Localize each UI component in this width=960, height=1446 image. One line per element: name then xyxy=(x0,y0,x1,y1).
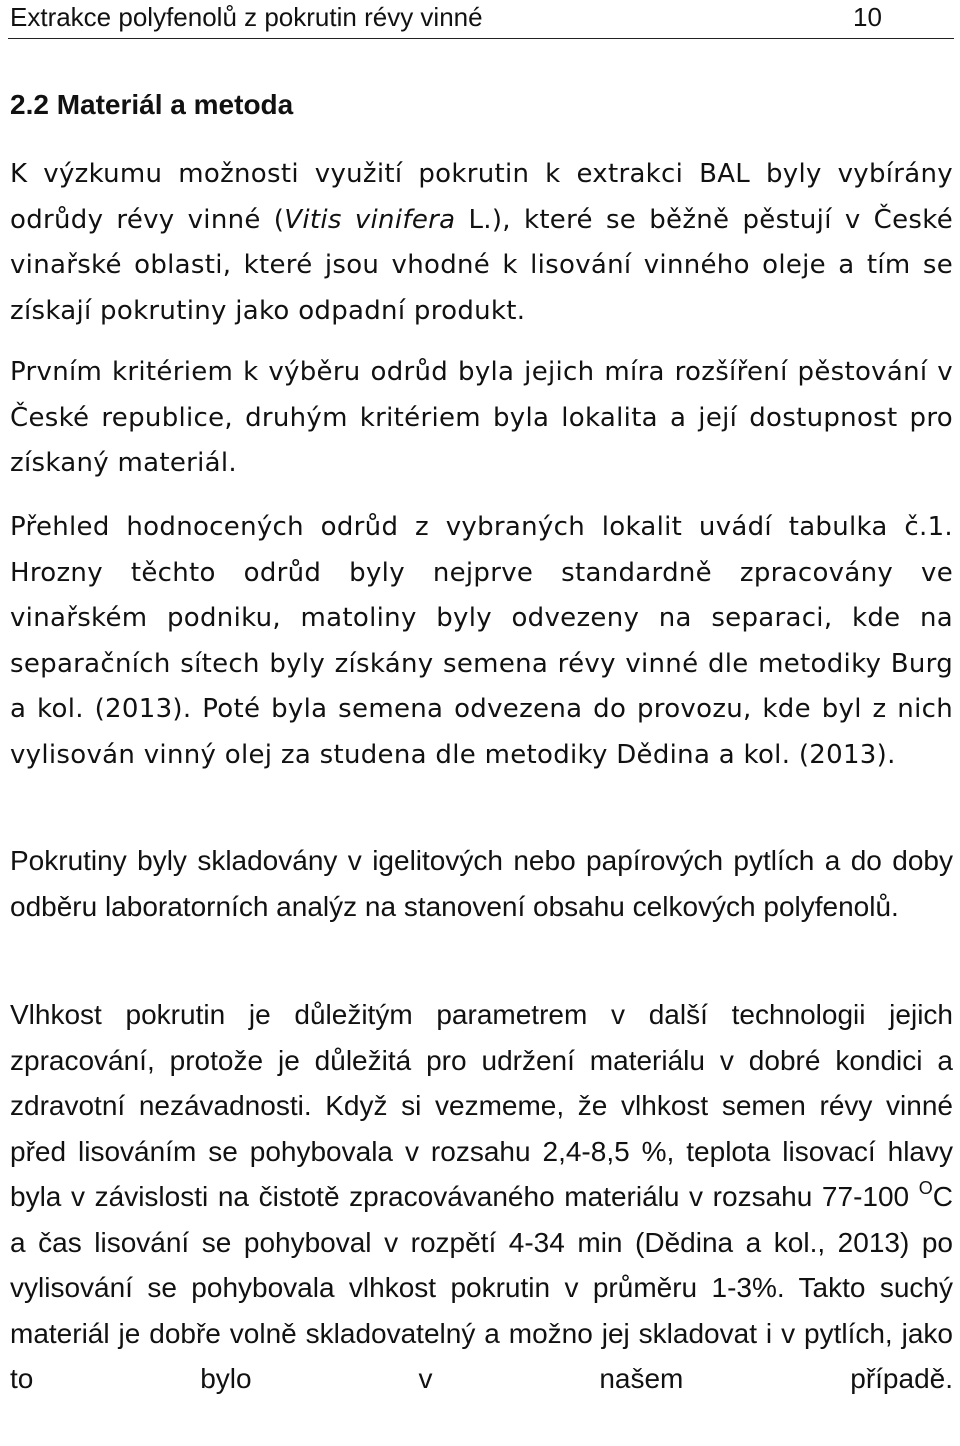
paragraph-processing: Přehled hodnocených odrůd z vybraných lokalit uvádí tabulka č.1. Hrozny těchto odrůd byly nejprve standardně zpracovány ve vinařském podniku, matoliny byly odvezeny na separaci, kde na separačních sítech byly získány semena révy vinné dle metodiky Burg a kol. (2013). Poté byla semena odvezena do provozu, kde byl z nich vylisován vinný olej za studena dle metodiky Dědina a kol. (2013). xyxy=(10,512,953,770)
paragraph-storage: Pokrutiny byly skladovány v igelitových nebo papírových pytlích a do doby odběru laboratorních analýz na stanovení obsahu celkových polyfenolů. xyxy=(10,845,953,922)
paragraph-selection-criteria: Prvním kritériem k výběru odrůd byla jejich míra rozšíření pěstování v České republice, druhým kritériem byla lokalita a její dostupnost pro získaný materiál. xyxy=(10,357,953,478)
species-name-italic: Vitis vinifera xyxy=(284,204,456,235)
document-title: Extrakce polyfenolů z pokrutin révy vinné xyxy=(10,2,483,32)
paragraph-text: K výzkumu možnosti využití pokrutin k extrakci BAL byly vybírány odrůdy révy vinné ( xyxy=(10,159,953,235)
paragraph-text: C a čas lisování se pohyboval v rozpětí 4-34 min (Dědina a kol., 2013) po vylisování se pohybovala vlhkost pokrutin v průměru 1-3%. Takto suchý materiál je dobře volně skladovatelný a možno jej skladovat i v pytlích, jako to bylo v našem případě. xyxy=(10,1181,953,1394)
paragraph-varieties-selection xyxy=(10,152,953,334)
paragraph-text: Vlhkost pokrutin je důležitým parametrem v další technologii jejich zpracování, protože je důležitá pro udržení materiálu v dobré kondici a zdravotní nezávadnosti. Když si vezmeme, že vlhkost semen révy vinné před lisováním se pohybovala v rozsahu 2,4-8,5 %, teplota lisovací hlavy byla v závislosti na čistotě zpracovávaného materiálu v rozsahu 77-100 xyxy=(10,999,953,1212)
paragraph-text: L.), které se běžně pěstují v České vinařské oblasti, které jsou vhodné k lisování vinného oleje a tím se získají pokrutiny jako odpadní produkt. xyxy=(10,204,953,326)
section-heading: 2.2 Materiál a metoda xyxy=(10,89,294,120)
page-number: 10 xyxy=(853,2,882,32)
paragraph-moisture xyxy=(10,992,953,1402)
degree-superscript: O xyxy=(918,1178,933,1198)
running-header xyxy=(8,0,954,39)
